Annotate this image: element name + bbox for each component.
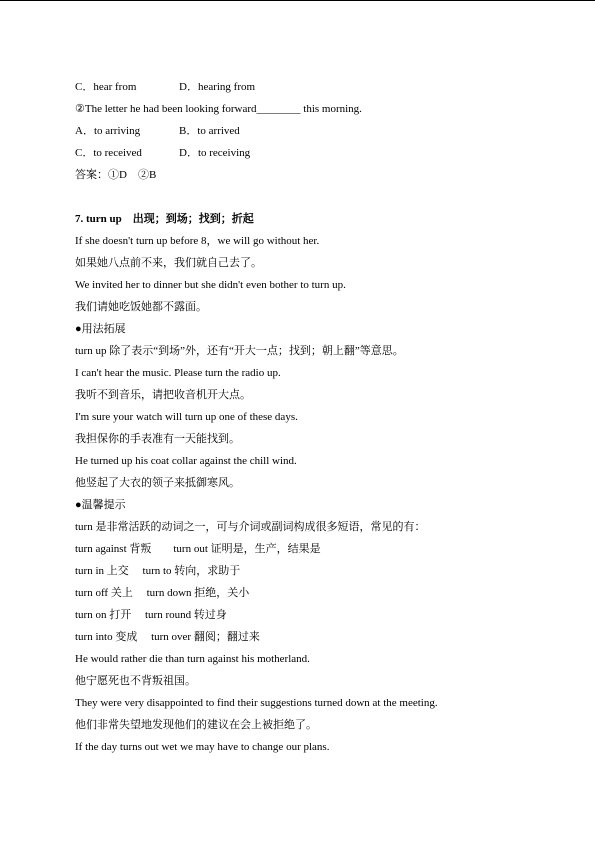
- option-row: [75, 142, 545, 164]
- body-line: 如果她八点前不来，我们就自己去了。: [75, 257, 262, 269]
- body-line: I can't hear the music. Please turn the radio up.: [75, 367, 281, 379]
- body-line: turn in 上交 turn to 转向，求助于: [75, 565, 241, 577]
- option-c: C．hear from: [75, 81, 137, 93]
- option-row: [75, 120, 545, 142]
- body-line: turn up 除了表示“到场”外，还有“开大一点；找到；朝上翻”等意思。: [75, 345, 404, 357]
- option-c: C．to received: [75, 147, 142, 159]
- body-line: We invited her to dinner but she didn't even bother to turn up.: [75, 279, 346, 291]
- body-line: 他竖起了大衣的领子来抵御寒风。: [75, 477, 240, 489]
- body-text: [75, 230, 545, 758]
- body-line: If she doesn't turn up before 8，we will go without her.: [75, 235, 320, 247]
- body-line: turn against 背叛 turn out 证明是，生产，结果是: [75, 543, 321, 555]
- body-line: I'm sure your watch will turn up one of these days.: [75, 411, 298, 423]
- option-d: D．to receiving: [179, 147, 251, 159]
- option-b: B．to arrived: [179, 125, 240, 137]
- section-heading: 7. turn up 出现；到场；找到；折起: [75, 213, 254, 225]
- body-line: ●用法拓展: [75, 323, 126, 335]
- body-line: 我们请她吃饭她都不露面。: [75, 301, 207, 313]
- body-line: ●温馨提示: [75, 499, 126, 511]
- body-line: turn into 变成 turn over 翻阅；翻过来: [75, 631, 260, 643]
- body-line: He turned up his coat collar against the chill wind.: [75, 455, 297, 467]
- header-rule: [0, 0, 595, 1]
- body-line: He would rather die than turn against his motherland.: [75, 653, 310, 665]
- document-page: [75, 76, 545, 758]
- body-line: 他宁愿死也不背叛祖国。: [75, 675, 196, 687]
- body-line: turn on 打开 turn round 转过身: [75, 609, 227, 621]
- option-row: [75, 76, 545, 98]
- answer-line: 答案：①D ②B: [75, 169, 157, 181]
- body-line: 我担保你的手表准有一天能找到。: [75, 433, 240, 445]
- body-line: turn 是非常活跃的动词之一，可与介词或副词构成很多短语，常见的有：: [75, 521, 426, 533]
- option-a: A．to arriving: [75, 125, 141, 137]
- body-line: If the day turns out wet we may have to change our plans.: [75, 741, 330, 753]
- spacer: [75, 186, 545, 208]
- option-d: D．hearing from: [179, 81, 256, 93]
- body-line: 他们非常失望地发现他们的建议在会上被拒绝了。: [75, 719, 317, 731]
- body-line: They were very disappointed to find their suggestions turned down at the meeting.: [75, 697, 438, 709]
- question-text: ②The letter he had been looking forward________ this morning.: [75, 103, 362, 115]
- body-line: turn off 关上 turn down 拒绝，关小: [75, 587, 250, 599]
- body-line: 我听不到音乐，请把收音机开大点。: [75, 389, 251, 401]
